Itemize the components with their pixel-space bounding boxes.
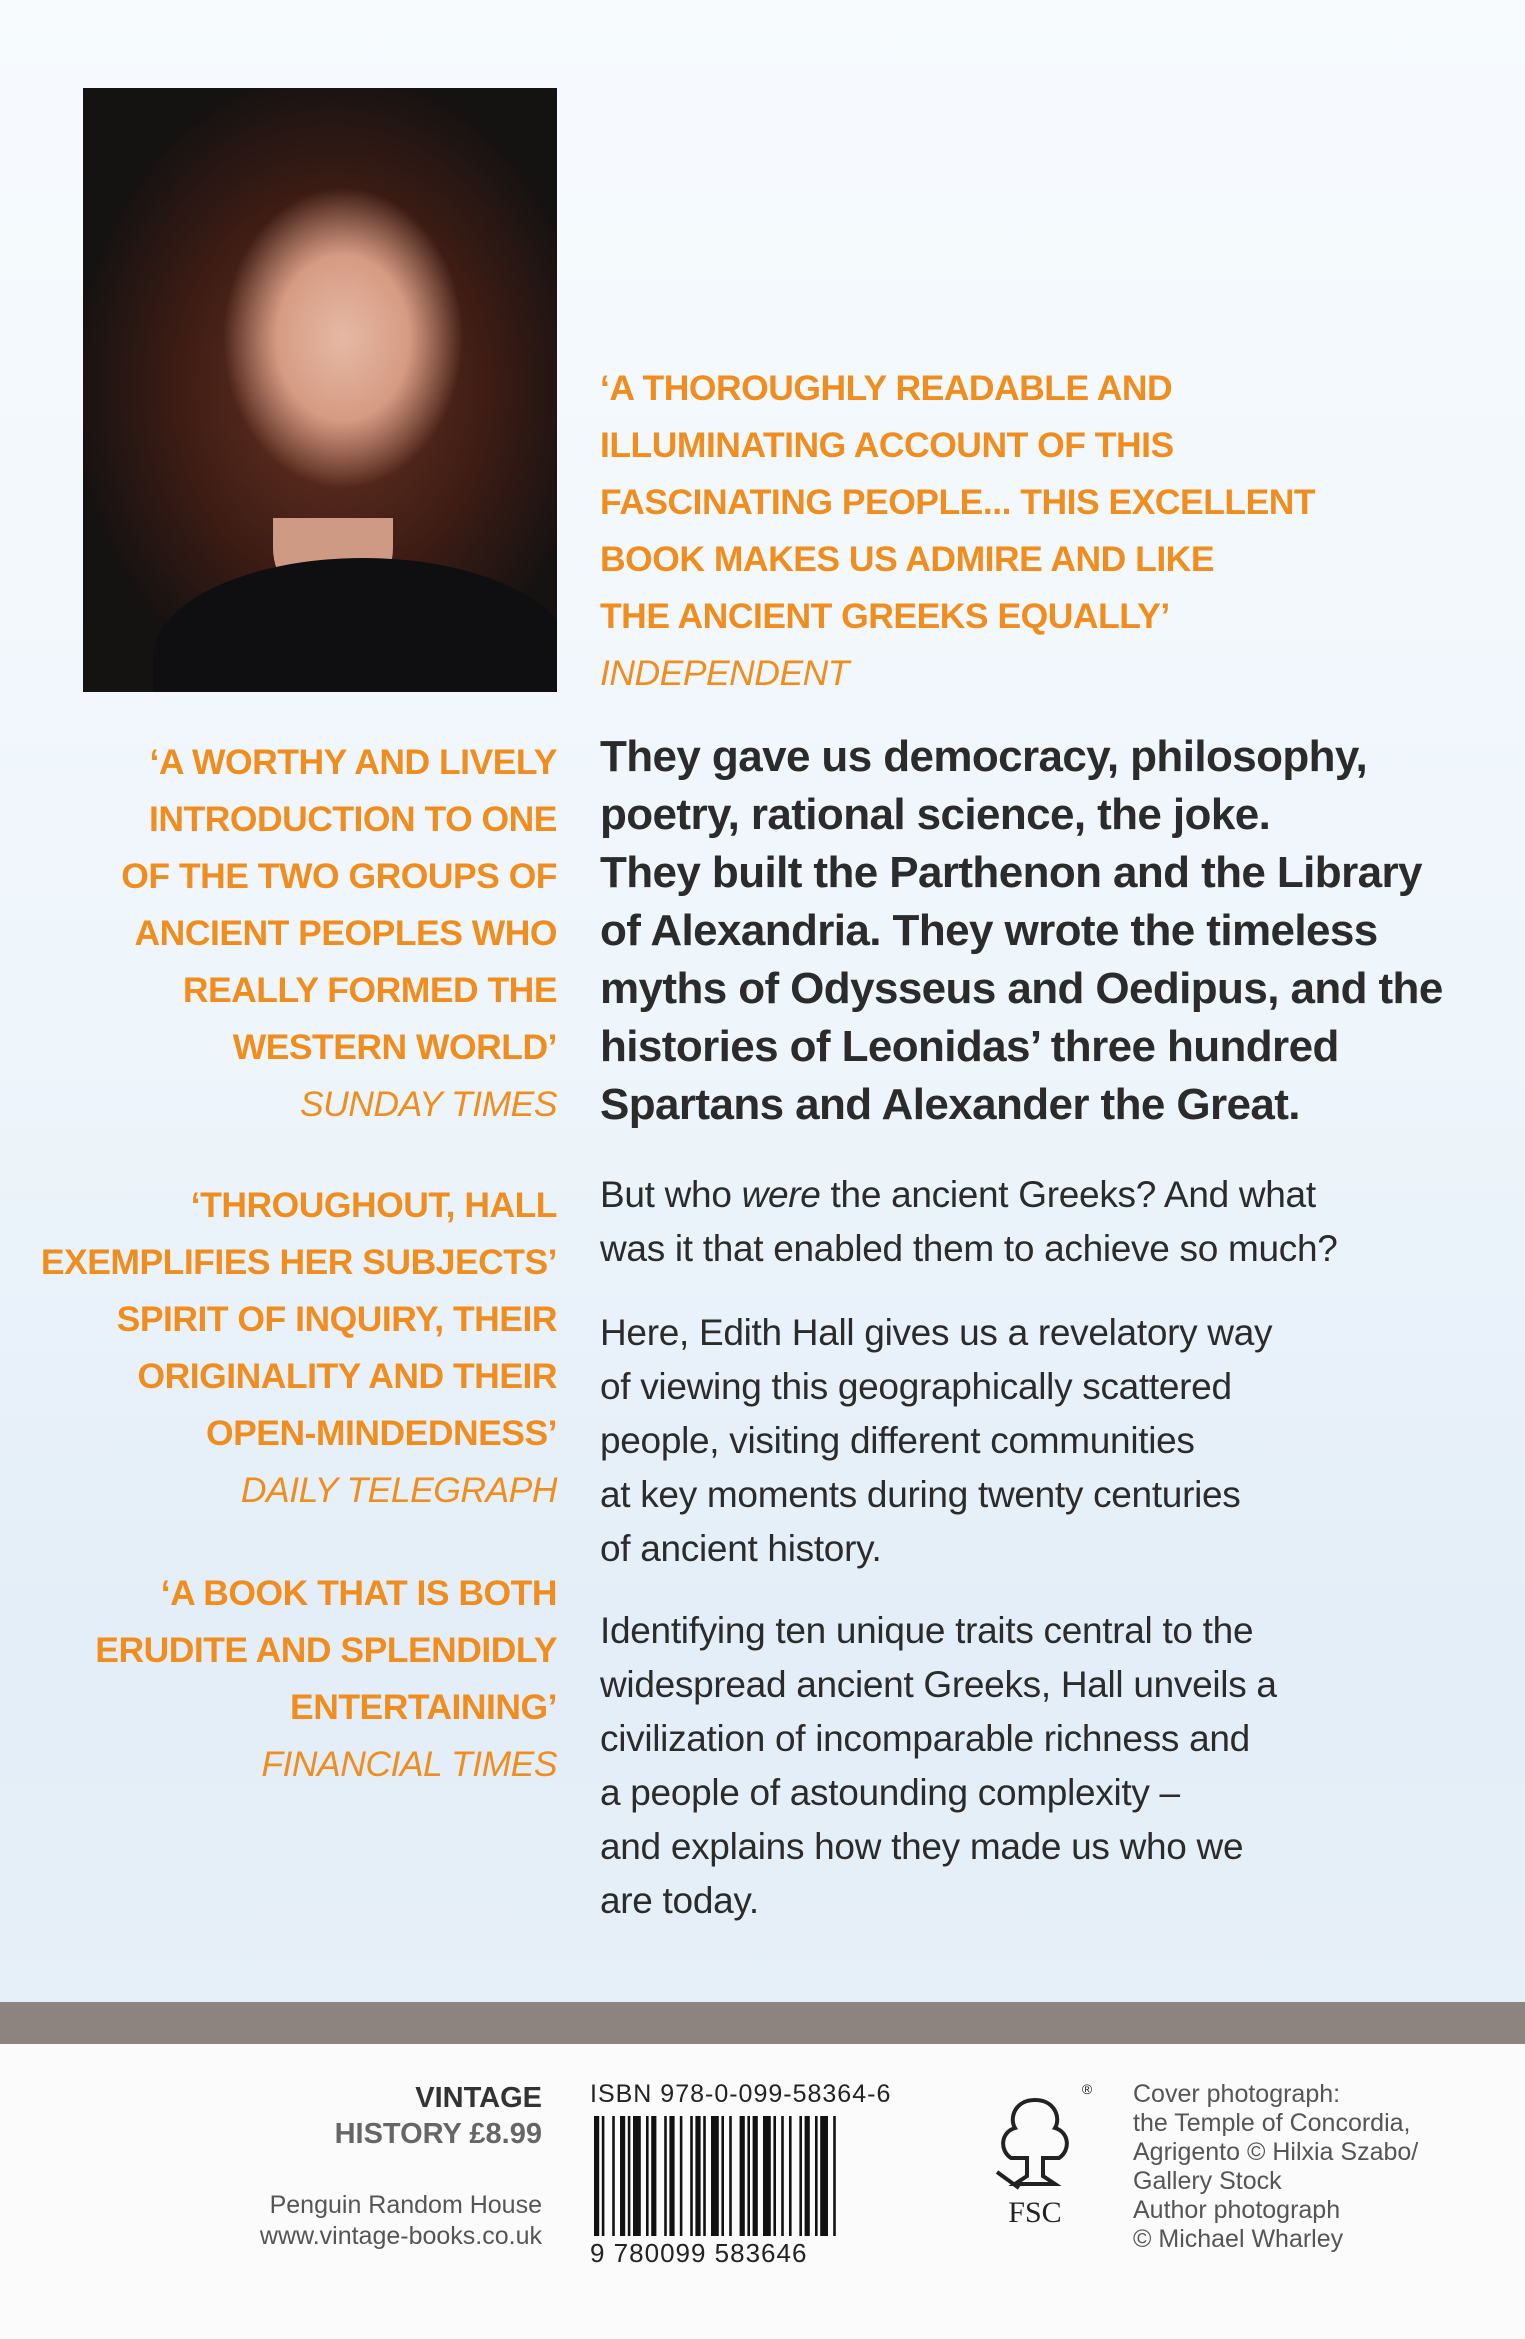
quote-financial-times bbox=[95, 1565, 557, 1793]
isbn-text: ISBN 978-0-099-58364-6 bbox=[590, 2080, 892, 2108]
quote-line: ENTERTAINING’ bbox=[290, 1687, 557, 1727]
imprint bbox=[335, 2080, 542, 2152]
barcode-bar bbox=[628, 2116, 631, 2236]
emphasis: were bbox=[741, 1174, 821, 1215]
blurb-paragraph-2 bbox=[600, 1306, 1500, 1576]
credit-line: Gallery Stock bbox=[1133, 2167, 1282, 2195]
quote-independent bbox=[600, 360, 1315, 702]
photo-credits bbox=[1133, 2080, 1418, 2254]
quote-line: THE ANCIENT GREEKS EQUALLY’ bbox=[600, 596, 1170, 636]
paragraph-line: Here, Edith Hall gives us a revelatory way bbox=[600, 1312, 1273, 1353]
fsc-registered-mark: ® bbox=[1081, 2081, 1093, 2097]
publisher-name: Penguin Random House bbox=[269, 2191, 542, 2219]
barcode-bar bbox=[695, 2116, 700, 2236]
text-span: the ancient Greeks? And what bbox=[820, 1174, 1316, 1215]
barcode-bar bbox=[664, 2116, 667, 2236]
barcode-bar bbox=[680, 2116, 683, 2236]
quote-source: INDEPENDENT bbox=[600, 653, 849, 693]
barcode-bar bbox=[646, 2116, 649, 2236]
quote-line: ILLUMINATING ACCOUNT OF THIS bbox=[600, 425, 1174, 465]
publisher-info bbox=[260, 2190, 542, 2252]
quote-source: SUNDAY TIMES bbox=[299, 1084, 557, 1124]
paragraph-line: was it that enabled them to achieve so much? bbox=[600, 1228, 1338, 1269]
barcode-bar bbox=[789, 2116, 792, 2236]
quote-line: ‘A BOOK THAT IS BOTH bbox=[160, 1573, 557, 1613]
barcode-bar bbox=[729, 2116, 732, 2236]
category-price: HISTORY £8.99 bbox=[334, 2118, 542, 2150]
barcode bbox=[590, 2116, 940, 2236]
barcode-number: 9 780099 583646 bbox=[590, 2238, 808, 2268]
credit-line: Cover photograph: bbox=[1133, 2080, 1341, 2108]
quote-line: REALLY FORMED THE bbox=[182, 970, 557, 1010]
paragraph-line: are today. bbox=[600, 1880, 759, 1921]
quote-line: ‘THROUGHOUT, HALL bbox=[190, 1185, 557, 1225]
quote-line: ANCIENT PEOPLES WHO bbox=[134, 913, 557, 953]
text-span: But who bbox=[600, 1174, 742, 1215]
blurb-paragraph-3 bbox=[600, 1604, 1500, 1928]
barcode-bar bbox=[721, 2116, 724, 2236]
quote-line: FASCINATING PEOPLE... THIS EXCELLENT bbox=[600, 482, 1316, 522]
barcode-bar bbox=[740, 2116, 745, 2236]
paragraph-line: of ancient history. bbox=[600, 1528, 882, 1569]
paragraph-line bbox=[600, 1168, 1500, 1222]
barcode-bar bbox=[669, 2116, 674, 2236]
credit-line: © Michael Wharley bbox=[1133, 2225, 1344, 2253]
barcode-bar bbox=[633, 2116, 641, 2236]
barcode-bar bbox=[833, 2116, 836, 2236]
quote-source: DAILY TELEGRAPH bbox=[240, 1470, 557, 1510]
quote-line: OPEN-MINDEDNESS’ bbox=[206, 1413, 557, 1453]
paragraph-line: people, visiting different communities bbox=[600, 1420, 1195, 1461]
quote-line: ‘A WORTHY AND LIVELY bbox=[149, 742, 557, 782]
barcode-bar bbox=[703, 2116, 706, 2236]
footer-band bbox=[0, 2002, 1525, 2044]
barcode-bar bbox=[805, 2116, 810, 2236]
imprint-name: VINTAGE bbox=[415, 2082, 542, 2114]
blurb-line: histories of Leonidas’ three hundred bbox=[600, 1022, 1339, 1071]
blurb-line: poetry, rational science, the joke. bbox=[600, 790, 1271, 839]
blurb-line: They built the Parthenon and the Library bbox=[600, 848, 1422, 897]
barcode-bar bbox=[799, 2116, 802, 2236]
credit-line: Agrigento © Hilxia Szabo/ bbox=[1133, 2138, 1419, 2166]
barcode-bar bbox=[763, 2116, 771, 2236]
photo-shirt bbox=[153, 558, 557, 692]
barcode-bar bbox=[602, 2116, 605, 2236]
fsc-logo-icon bbox=[975, 2080, 1095, 2230]
quote-sunday-times bbox=[121, 734, 557, 1133]
quote-line: INTRODUCTION TO ONE bbox=[149, 799, 557, 839]
barcode-bar bbox=[781, 2116, 784, 2236]
quote-line: ‘A THOROUGHLY READABLE AND bbox=[600, 368, 1173, 408]
quote-line: BOOK MAKES US ADMIRE AND LIKE bbox=[600, 539, 1214, 579]
publisher-website: www.vintage-books.co.uk bbox=[259, 2222, 542, 2250]
barcode-bar bbox=[594, 2116, 599, 2236]
barcode-bar bbox=[620, 2116, 625, 2236]
paragraph-line: a people of astounding complexity – bbox=[600, 1772, 1180, 1813]
quote-line: ORIGINALITY AND THEIR bbox=[137, 1356, 557, 1396]
paragraph-line: widespread ancient Greeks, Hall unveils a bbox=[600, 1664, 1277, 1705]
barcode-bar bbox=[753, 2116, 758, 2236]
blurb-lead bbox=[600, 728, 1500, 1134]
blurb-paragraph-1 bbox=[600, 1168, 1500, 1276]
quote-daily-telegraph bbox=[41, 1177, 557, 1519]
barcode-bar bbox=[612, 2116, 615, 2236]
credit-line: Author photograph bbox=[1133, 2196, 1341, 2224]
blurb-line: myths of Odysseus and Oedipus, and the bbox=[600, 964, 1443, 1013]
barcode-bar bbox=[651, 2116, 656, 2236]
paragraph-line: civilization of incomparable richness and bbox=[600, 1718, 1250, 1759]
blurb-line: Spartans and Alexander the Great. bbox=[600, 1080, 1300, 1129]
barcode-bar bbox=[820, 2116, 828, 2236]
blurb-line: They gave us democracy, philosophy, bbox=[600, 732, 1368, 781]
blurb-line: of Alexandria. They wrote the timeless bbox=[600, 906, 1378, 955]
paragraph-line: of viewing this geographically scattered bbox=[600, 1366, 1232, 1407]
quote-source: FINANCIAL TIMES bbox=[261, 1744, 557, 1784]
author-photo bbox=[83, 88, 557, 692]
barcode-bar bbox=[747, 2116, 750, 2236]
paragraph-line: Identifying ten unique traits central to the bbox=[600, 1610, 1254, 1651]
quote-line: WESTERN WORLD’ bbox=[232, 1027, 557, 1067]
quote-line: OF THE TWO GROUPS OF bbox=[121, 856, 557, 896]
fsc-label: FSC bbox=[1008, 2196, 1062, 2229]
quote-line: EXEMPLIFIES HER SUBJECTS’ bbox=[40, 1242, 557, 1282]
barcode-bar bbox=[773, 2116, 776, 2236]
barcode-bar bbox=[690, 2116, 693, 2236]
barcode-bar bbox=[711, 2116, 719, 2236]
quote-line: ERUDITE AND SPLENDIDLY bbox=[95, 1630, 557, 1670]
paragraph-line: at key moments during twenty centuries bbox=[600, 1474, 1241, 1515]
paragraph-line: and explains how they made us who we bbox=[600, 1826, 1244, 1867]
credit-line: the Temple of Concordia, bbox=[1133, 2109, 1411, 2137]
barcode-bar bbox=[815, 2116, 818, 2236]
quote-line: SPIRIT OF INQUIRY, THEIR bbox=[116, 1299, 557, 1339]
